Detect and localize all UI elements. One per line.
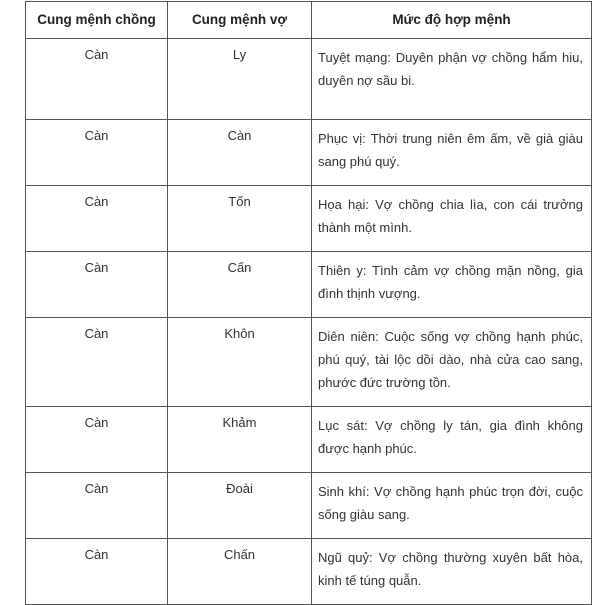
result-cell: Tuyệt mạng: Duyên phận vợ chồng hẩm hiu, duyên nợ sầu bi. (312, 39, 592, 120)
table-row (26, 252, 592, 318)
wife-cell: Khảm (168, 407, 312, 473)
wife-cell: Ly (168, 39, 312, 120)
wife-cell: Cấn (168, 252, 312, 318)
result-cell: Ngũ quỷ: Vợ chồng thường xuyên bất hòa, kinh tế túng quẫn. (312, 539, 592, 605)
table-row (26, 39, 592, 120)
header-husband: Cung mệnh chồng (26, 2, 168, 39)
table-row (26, 318, 592, 407)
table-header-row (26, 2, 592, 39)
result-cell: Lục sát: Vợ chồng ly tán, gia đình không được hạnh phúc. (312, 407, 592, 473)
result-cell: Họa hại: Vợ chồng chia lìa, con cái trưởng thành một mình. (312, 186, 592, 252)
husband-cell: Càn (26, 120, 168, 186)
husband-cell: Càn (26, 318, 168, 407)
wife-cell: Chấn (168, 539, 312, 605)
header-wife: Cung mệnh vợ (168, 2, 312, 39)
husband-cell: Càn (26, 186, 168, 252)
table-row (26, 407, 592, 473)
table-row (26, 186, 592, 252)
table-row (26, 473, 592, 539)
husband-cell: Càn (26, 539, 168, 605)
wife-cell: Tốn (168, 186, 312, 252)
husband-cell: Càn (26, 473, 168, 539)
wife-cell: Đoài (168, 473, 312, 539)
result-cell: Phục vị: Thời trung niên êm ấm, về già giàu sang phú quý. (312, 120, 592, 186)
result-cell: Diên niên: Cuộc sống vợ chồng hạnh phúc, phú quý, tài lộc dồi dào, nhà cửa cao sang, phước đức trường tồn. (312, 318, 592, 407)
result-cell: Sinh khí: Vợ chồng hạnh phúc trọn đời, cuộc sống giàu sang. (312, 473, 592, 539)
header-compatibility: Mức độ hợp mệnh (312, 2, 592, 39)
husband-cell: Càn (26, 252, 168, 318)
result-cell: Thiên y: Tình cảm vợ chồng mặn nồng, gia đình thịnh vượng. (312, 252, 592, 318)
table-row (26, 539, 592, 605)
husband-cell: Càn (26, 39, 168, 120)
table-row (26, 120, 592, 186)
wife-cell: Khôn (168, 318, 312, 407)
wife-cell: Càn (168, 120, 312, 186)
compatibility-table (25, 1, 592, 605)
husband-cell: Càn (26, 407, 168, 473)
